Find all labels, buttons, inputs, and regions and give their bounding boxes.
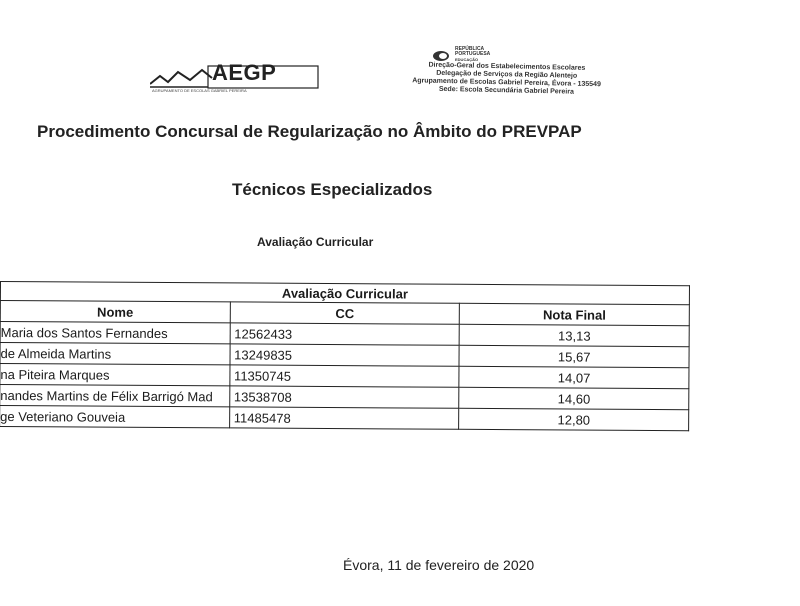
government-name-line: REPÚBLICA — [455, 46, 485, 52]
column-header-cc: CC — [230, 302, 460, 324]
cell-nome: Maria dos Santos Fernandes — [0, 322, 230, 344]
cell-cc: 13249835 — [230, 344, 460, 366]
cell-nome: na Piteira Marques — [0, 364, 230, 386]
cell-nome: nandes Martins de Félix Barrigó Mad — [0, 385, 230, 407]
table-group-header: Avaliação Curricular — [0, 282, 689, 305]
document-subtitle: Técnicos Especializados — [232, 180, 433, 199]
government-name-line: EDUCAÇÃO — [455, 57, 479, 62]
cell-nota: 14,60 — [459, 387, 689, 409]
column-header-nome: Nome — [0, 301, 230, 323]
cell-nota: 14,07 — [459, 366, 689, 388]
school-logo-subtext: AGRUPAMENTO DE ESCOLAS GABRIEL PEREIRA — [152, 88, 247, 93]
cell-cc: 11350745 — [230, 365, 460, 387]
school-logo-text: AEGP — [212, 60, 277, 85]
section-heading: Avaliação Curricular — [257, 235, 374, 249]
document-title: Procedimento Concursal de Regularização no Âmbito do PREVPAP — [37, 122, 582, 141]
government-line: Direção-Geral dos Estabelecimentos Escolares — [428, 61, 586, 72]
government-name-line: PORTUGUESA — [455, 51, 491, 57]
table-row — [0, 406, 689, 431]
cell-cc: 11485478 — [229, 407, 459, 429]
cell-nota: 15,67 — [459, 345, 689, 367]
results-table — [0, 281, 690, 431]
government-name — [455, 47, 515, 62]
cell-nome: ge Veteriano Gouveia — [0, 406, 229, 428]
government-emblem-icon — [432, 50, 450, 62]
government-line: Agrupamento de Escolas Gabriel Pereira, Évora - 135549 — [412, 77, 601, 89]
government-line: Delegação de Serviços da Região Alentejo — [436, 69, 578, 80]
government-line: Sede: Escola Secundária Gabriel Pereira — [438, 85, 574, 96]
cell-cc: 12562433 — [230, 323, 460, 345]
cell-cc: 13538708 — [229, 386, 459, 408]
cell-nota: 13,13 — [459, 324, 689, 346]
government-address-block — [351, 60, 662, 98]
cell-nome: de Almeida Martins — [0, 343, 230, 365]
cell-nota: 12,80 — [459, 408, 689, 430]
document-date: Évora, 11 de fevereiro de 2020 — [343, 557, 535, 573]
column-header-nota-final: Nota Final — [460, 303, 690, 325]
